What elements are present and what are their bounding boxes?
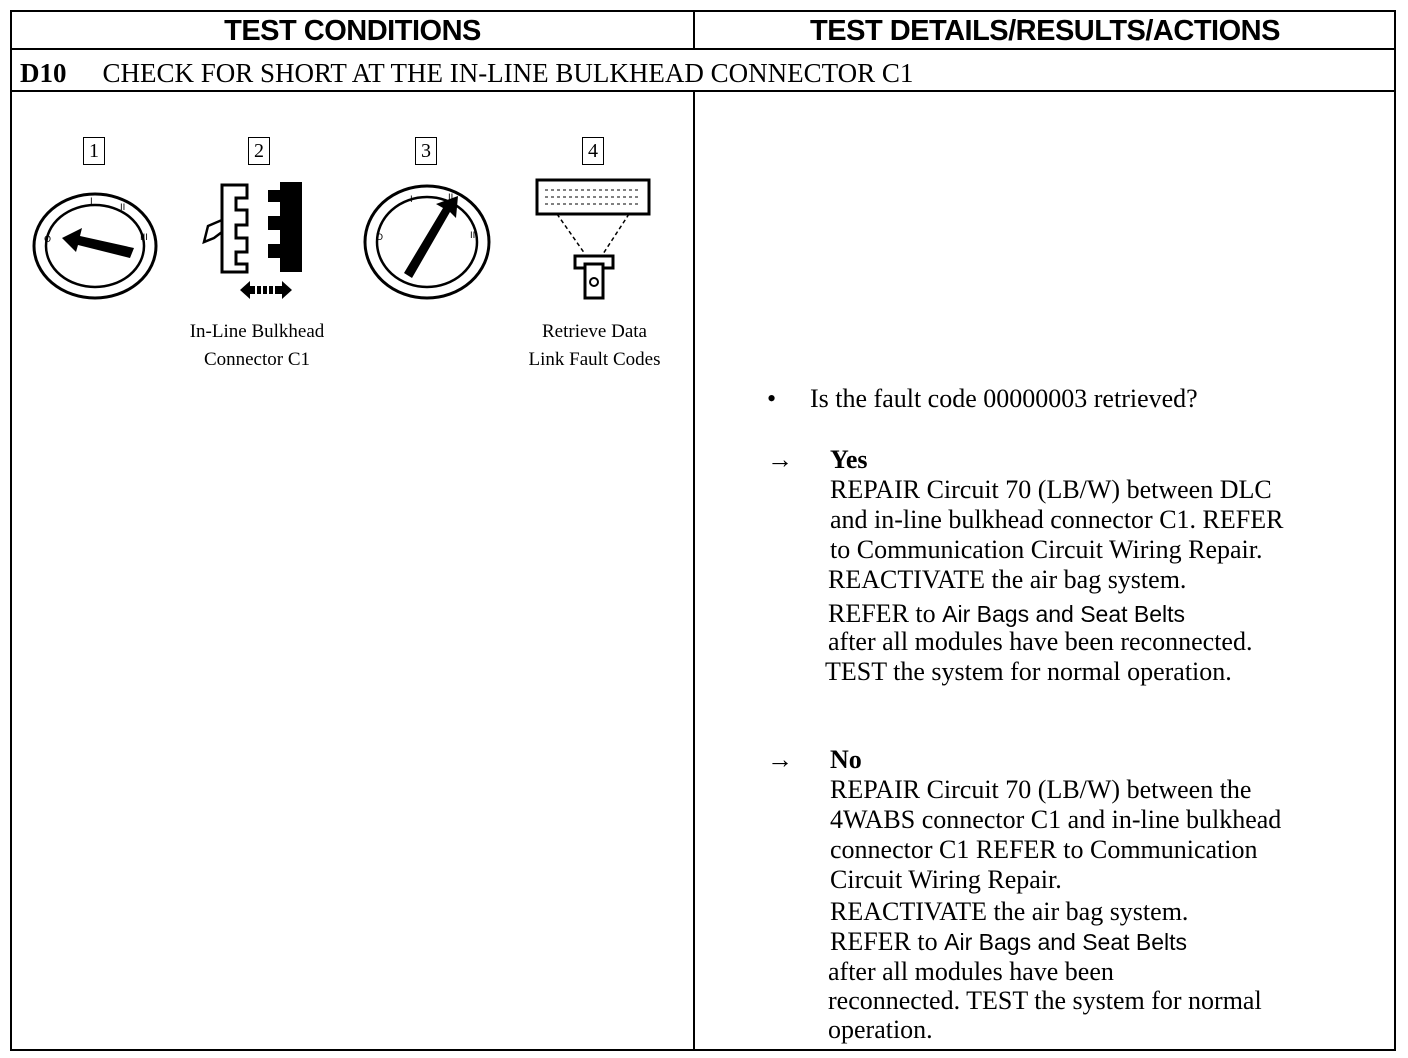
no-line2: 4WABS connector C1 and in-line bulkhead — [830, 805, 1282, 834]
no-line9: operation. — [828, 1015, 933, 1044]
no-refer-link: Air Bags and Seat Belts — [944, 929, 1188, 955]
yes-line7: TEST the system for normal operation. — [825, 657, 1232, 686]
yes-refer-link: Air Bags and Seat Belts — [942, 601, 1186, 627]
no-line1: REPAIR Circuit 70 (LB/W) between the — [830, 775, 1252, 804]
step-number-4: 4 — [582, 137, 604, 165]
step-number-1: 1 — [83, 137, 105, 165]
yes-refer-prefix: REFER to — [828, 599, 936, 628]
scan-tool-caption-line1: Retrieve Data — [542, 321, 647, 342]
question-text: Is the fault code 00000003 retrieved? — [810, 384, 1198, 413]
connector-caption-line2: Connector C1 — [203, 349, 311, 370]
no-label: No — [830, 745, 862, 774]
svg-text:I: I — [90, 197, 93, 207]
no-line6 — [830, 927, 1187, 957]
scan-tool-caption-line2: Link Fault Codes — [528, 349, 661, 370]
test-details-header: TEST DETAILS/RESULTS/ACTIONS — [810, 14, 1280, 47]
step-number-2: 2 — [248, 137, 270, 165]
step-code: D10 — [20, 57, 67, 88]
section-divider — [12, 90, 1394, 92]
scan-tool-icon — [527, 176, 657, 306]
yes-label: Yes — [830, 445, 868, 474]
no-refer-prefix: REFER to — [830, 927, 938, 956]
svg-text:III: III — [470, 231, 478, 241]
yes-line6: after all modules have been reconnected. — [828, 627, 1253, 656]
question-bullet: • — [767, 384, 777, 413]
section-title-row — [20, 56, 913, 90]
ignition-key-run-icon — [362, 182, 492, 302]
svg-text:O: O — [376, 233, 384, 243]
no-line8: reconnected. TEST the system for normal — [828, 986, 1262, 1015]
svg-text:II: II — [120, 203, 126, 213]
step-title: CHECK FOR SHORT AT THE IN-LINE BULKHEAD CONNECTOR C1 — [102, 57, 914, 88]
body-column-divider — [693, 92, 695, 1049]
connector-caption-line1: In-Line Bulkhead — [189, 321, 325, 342]
yes-line4: REACTIVATE the air bag system. — [828, 565, 1187, 594]
no-line3: connector C1 REFER to Communication — [830, 835, 1258, 864]
no-line5: REACTIVATE the air bag system. — [830, 897, 1189, 926]
ignition-key-off-icon — [30, 190, 160, 302]
test-table — [10, 10, 1396, 1051]
connector-disconnect-icon — [192, 180, 322, 300]
svg-text:II: II — [448, 193, 454, 203]
yes-line2: and in-line bulkhead connector C1. REFER — [830, 505, 1284, 534]
no-line7: after all modules have been — [828, 957, 1114, 986]
no-arrow: → — [767, 745, 793, 774]
yes-arrow: → — [767, 445, 793, 474]
step-number-3: 3 — [415, 137, 437, 165]
svg-text:III: III — [140, 233, 148, 243]
svg-text:I: I — [410, 195, 413, 205]
yes-line5 — [828, 599, 1185, 629]
yes-line1: REPAIR Circuit 70 (LB/W) between DLC — [830, 475, 1272, 504]
test-conditions-header: TEST CONDITIONS — [224, 14, 481, 47]
scan-tool-caption — [502, 318, 687, 374]
no-line4: Circuit Wiring Repair. — [830, 865, 1062, 894]
yes-line3: to Communication Circuit Wiring Repair. — [830, 535, 1263, 564]
connector-caption — [162, 318, 352, 374]
svg-text:O: O — [44, 235, 52, 245]
